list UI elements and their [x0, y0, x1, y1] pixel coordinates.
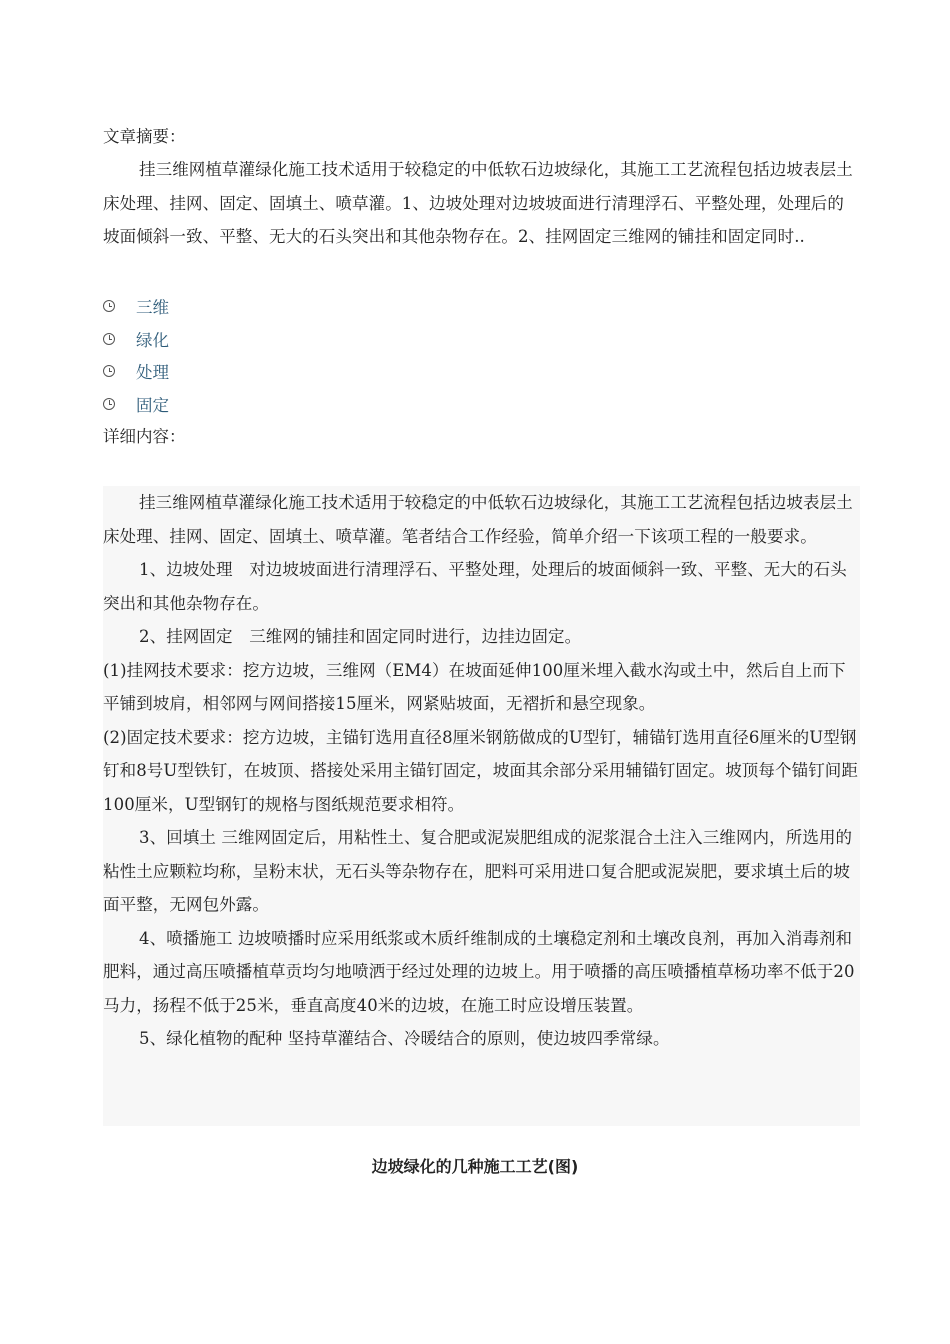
clock-icon — [103, 365, 115, 377]
detail-paragraph: 1、边坡处理 对边坡坡面进行清理浮石、平整处理，处理后的坡面倾斜一致、平整、无大的石头突出和其他杂物存在。 — [103, 560, 847, 613]
figure-title: 边坡绿化的几种施工工艺(图) — [371, 1157, 579, 1176]
keyword-link[interactable]: 处理 — [136, 363, 169, 383]
keyword-item[interactable] — [103, 388, 403, 421]
keyword-link[interactable]: 固定 — [136, 395, 169, 415]
summary-label: 文章摘要： — [103, 127, 186, 146]
clock-icon — [103, 300, 115, 312]
keyword-item[interactable] — [103, 290, 403, 323]
detail-paragraph: 4、喷播施工 边坡喷播时应采用纸浆或木质纤维制成的土壤稳定剂和土壤改良剂，再加入消毒剂和肥料，通过高压喷播植草贡均匀地喷洒于经过处理的边坡上。用于喷播的高压喷播植草杨功率不低于20马力，扬程不低于25米，垂直高度40米的边坡，在施工时应设增压装置。 — [103, 928, 855, 1015]
clock-icon — [103, 333, 115, 345]
clock-icon — [103, 398, 115, 410]
detail-paragraph: 挂三维网植草灌绿化施工技术适用于较稳定的中低软石边坡绿化，其施工工艺流程包括边坡表层土床处理、挂网、固定、固填土、喷草灌。笔者结合工作经验，简单介绍一下该项工程的一般要求。 — [103, 493, 853, 546]
keyword-list — [103, 290, 403, 420]
keyword-link[interactable]: 三维 — [136, 298, 169, 318]
keyword-item[interactable] — [103, 355, 403, 388]
detail-paragraph: (1)挂网技术要求：挖方边坡，三维网（EM4）在坡面延伸100厘米埋入截水沟或土中，然后自上而下平铺到坡肩，相邻网与网间搭接15厘米，网紧贴坡面，无褶折和悬空现象。 — [103, 660, 846, 713]
summary-text-block — [103, 153, 860, 254]
summary-text: 挂三维网植草灌绿化施工技术适用于较稳定的中低软石边坡绿化，其施工工艺流程包括边坡表层土床处理、挂网、固定、固填土、喷草灌。1、边坡处理对边坡坡面进行清理浮石、平整处理，处理后的坡面倾斜一致、平整、无大的石头突出和其他杂物存在。2、挂网固定三维网的铺挂和固定同时.. — [103, 160, 853, 246]
keyword-item[interactable] — [103, 323, 403, 356]
detail-paragraph: 2、挂网固定 三维网的铺挂和固定同时进行，边挂边固定。 — [139, 627, 582, 646]
keyword-link[interactable]: 绿化 — [136, 330, 169, 350]
detail-paragraph: 3、回填土 三维网固定后，用粘性土、复合肥或泥炭肥组成的泥浆混合土注入三维网内，所选用的粘性土应颗粒均称，呈粉末状，无石头等杂物存在，肥料可采用进口复合肥或泥炭肥，要求填土后的坡面平整，无网包外露。 — [103, 828, 853, 914]
detail-paragraph: 5、绿化植物的配种 坚持草灌结合、冷暖结合的原则，使边坡四季常绿。 — [139, 1029, 670, 1048]
detail-content — [103, 486, 860, 1126]
detail-label: 详细内容： — [103, 427, 186, 446]
detail-paragraph: (2)固定技术要求：挖方边坡，主锚钉选用直径8厘米钢筋做成的U型钉，辅锚钉选用直径6厘米的U型钢钉和8号U型铁钉，在坡顶、搭接处采用主锚钉固定，坡面其余部分采用辅锚钉固定。坡顶每个锚钉间距100厘米，U型钢钉的规格与图纸规范要求相符。 — [103, 727, 859, 814]
